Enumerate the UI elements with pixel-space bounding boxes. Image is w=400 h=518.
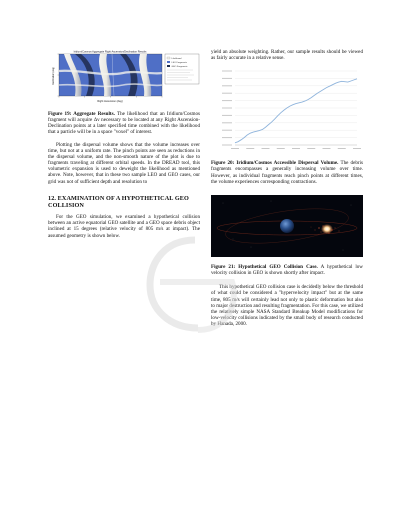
- fig20-x-ticks: [231, 148, 361, 149]
- legend-swatch-2: [167, 61, 170, 63]
- fig19-legend: [165, 54, 199, 84]
- fig20-x-tick-label: [338, 148, 346, 149]
- paragraph-relative-sense: yield an absolute weighting. Rather, our sample results should be viewed as fairly accurate in a relative sense.: [211, 49, 363, 62]
- legend-item-2: LEO Fragments: [171, 61, 187, 64]
- fig20-x-tick-label: [353, 148, 361, 149]
- fig20-y-tick-label: [222, 145, 232, 146]
- dispersal-volume-line-chart: [211, 65, 363, 153]
- figure-21-caption: [211, 264, 363, 276]
- fig20-y-tick-label: [222, 130, 232, 131]
- paragraph-dispersal-volume: Plotting the dispersal volume shows that the volume increases over time, but not at a uniform rate. The pinch points are seen as reductions in the dispersal volume, and the non-smooth nature of the plot is due to fragments traveling at different orbital speeds. In the DREAD tool, this volumetric expansion is used to deweight the likelihood as mentioned above. Note, however, that in these two sample LEO and GEO cases, our grid was not of sufficient depth and resolution to: [48, 141, 200, 185]
- fig20-y-tick-label: [222, 78, 232, 79]
- paragraph-geo-simulation: For the GEO simulation, we examined a hypothetical collision between an active equatorial GEO satellite and a GEO space debris object inclined at 15 degrees (relative velocity of 805 m/s at impact). The assumed geometry is shown below.: [48, 214, 200, 239]
- figure-20: [211, 65, 363, 158]
- earth-globe: [280, 219, 294, 233]
- figure-19: [48, 49, 200, 109]
- figure-21: [211, 195, 363, 262]
- figure-21-caption-text: A hypothetical low velocity collision in GEO is shown shortly after impact.: [211, 263, 363, 277]
- legend-swatch-3: [167, 65, 170, 67]
- figure-20-caption-text: The debris fragments encompasses a generally increasing volume over time. However, as individual fragments reach pinch points at different times, the volume experiences corresponding contractions.: [211, 160, 363, 185]
- fig20-x-tick-label: [307, 148, 315, 149]
- fig20-y-tick-label: [222, 108, 232, 109]
- section-heading-12: 12. EXAMINATION OF A HYPOTHETICAL GEO COLLISION: [48, 194, 189, 209]
- figure-19-caption: [48, 111, 200, 136]
- fig20-y-tick-label: [222, 115, 232, 116]
- left-column: [48, 49, 200, 239]
- legend-item-3: GEO Fragments: [171, 65, 188, 68]
- legend-item-1: Likelihood: [171, 57, 182, 60]
- legend-swatch-1: [167, 57, 170, 59]
- figure-19-caption-label: Figure 19: Aggregate Results.: [48, 111, 115, 117]
- aggregate-results-heatmap: [48, 49, 200, 104]
- fig20-y-tick-label: [222, 93, 232, 94]
- fig20-y-tick-label: [222, 71, 232, 72]
- collision-flash: [321, 224, 333, 234]
- figure-20-caption: [211, 160, 363, 185]
- figure-20-caption-label: Figure 20: Iridium/Cosmos Accessible Dispersal Volume.: [211, 160, 339, 167]
- fig19-chart-title: Iridium/Cosmos Aggregate Right Ascension/Declination Results: [73, 50, 147, 54]
- fig20-x-tick-label: [292, 148, 300, 149]
- fig20-y-tick-label: [222, 86, 232, 87]
- fig20-x-tick-label: [246, 148, 254, 149]
- fig20-x-tick-label: [323, 148, 331, 149]
- figure-21-caption-label: Figure 21: Hypothetical GEO Collision Case.: [211, 263, 318, 270]
- fig20-y-tick-label: [222, 100, 232, 101]
- fig20-y-tick-label: [222, 123, 232, 124]
- fig20-background: [211, 65, 363, 153]
- fig20-x-tick-label: [262, 148, 270, 149]
- fig20-x-tick-label: [231, 148, 239, 149]
- fig20-y-tick-label: [222, 137, 232, 138]
- geo-collision-image: [211, 195, 363, 257]
- fig19-x-axis-label: Right Ascension (deg): [97, 100, 123, 103]
- paragraph-hypervelocity: This hypothetical GEO collision case is decidedly below the threshold of what could be considered a "hypervelocity impact" but at the same time, 805 m/s will certainly lead not only to plastic deformation but also to major destruction and resulting fragmentation. For this case, we utilized the relatively simple NASA Standard Breakup Model modifications for low-velocity collisions indicated by the small body of research conducted by Hanada, 2000.: [211, 284, 363, 328]
- fig20-x-tick-label: [277, 148, 285, 149]
- right-column: [211, 49, 363, 327]
- fig19-y-axis-label: Declination (deg): [52, 66, 55, 86]
- figure-19-caption-text: The likelihood that an Iridium/Cosmos fragment will acquire Δv necessary to be located at any Right Ascension-Declination points at a later specified time combined with the likelihood that a particle will be in a space "voxel" of interest.: [48, 111, 200, 136]
